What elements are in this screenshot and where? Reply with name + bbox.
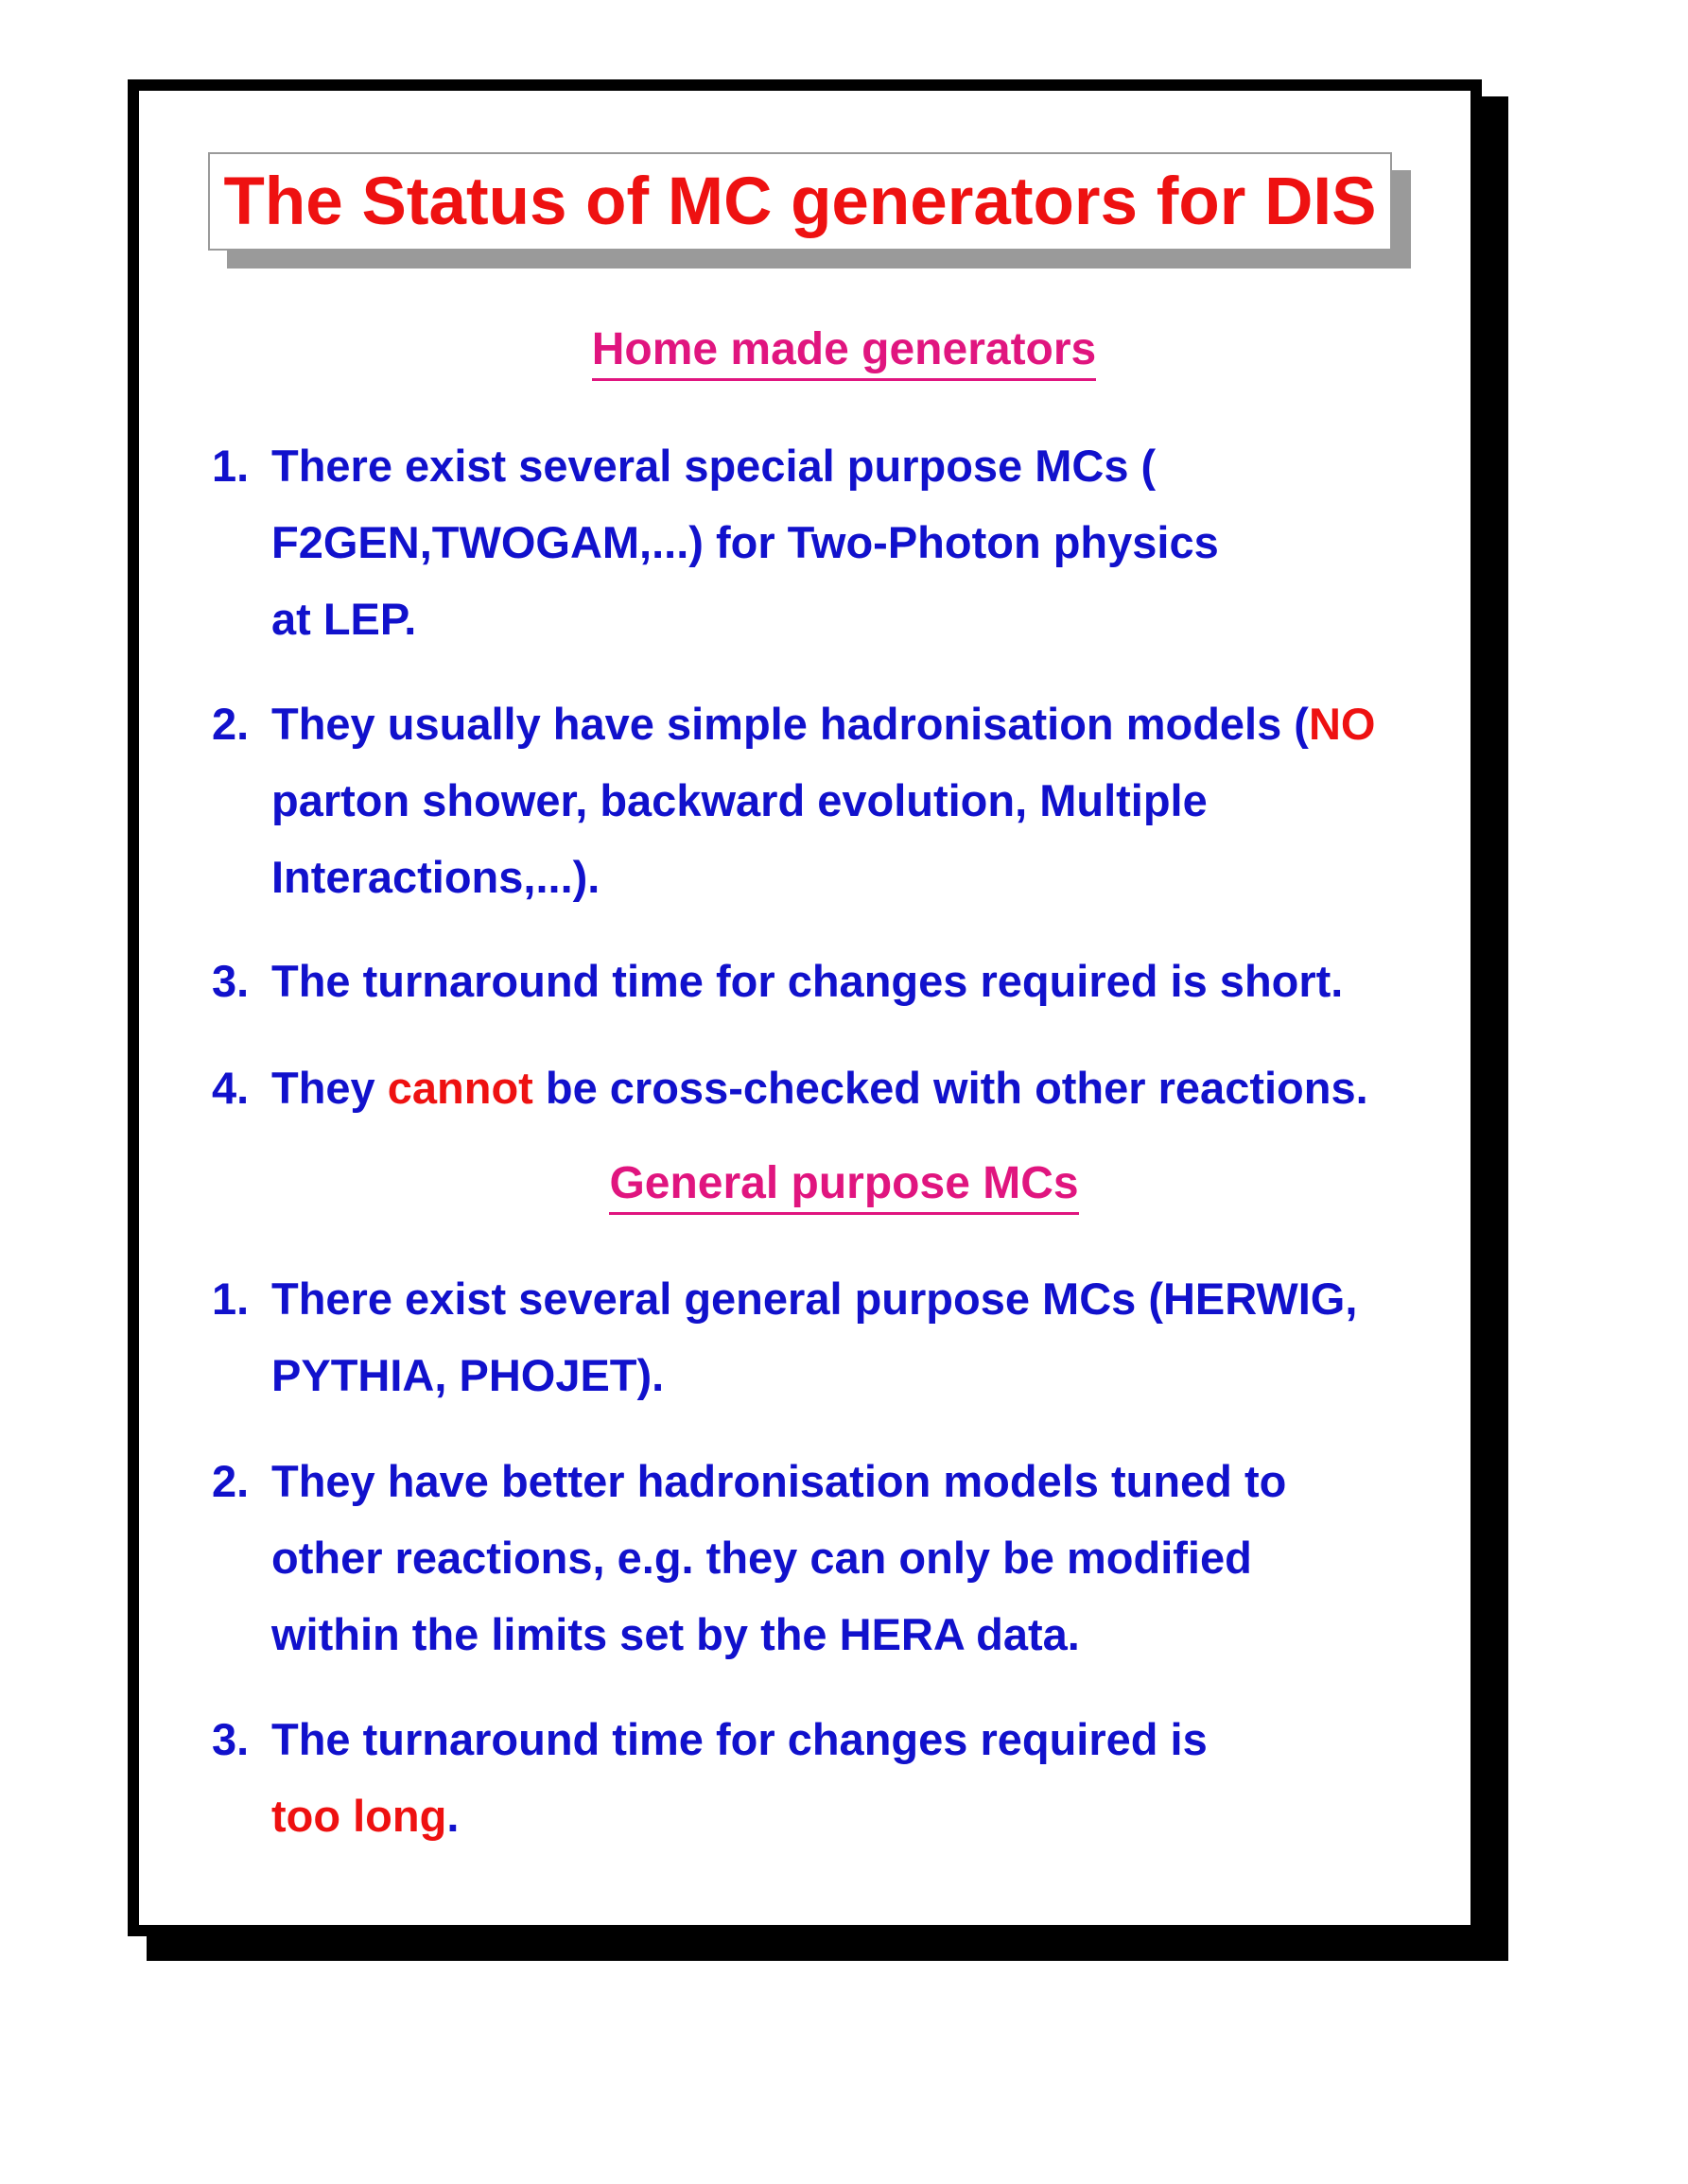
list-item (212, 943, 1460, 1019)
list-item-text: They usually have simple hadronisation models (NO parton shower, backward evolution, Multiple Interactions,...). (271, 699, 1376, 902)
section-heading-general-purpose (0, 1155, 1688, 1212)
list-item-number: 1. (212, 1274, 250, 1324)
list-item-number: 3. (212, 1714, 250, 1764)
list-item (212, 1443, 1328, 1673)
list-item-text: They have better hadronisation models tuned to other reactions, e.g. they can only be modified within the limits set by the HERA data. (271, 1456, 1287, 1659)
highlight-too-long: too long (271, 1791, 447, 1841)
section-heading-label: General purpose MCs (609, 1158, 1078, 1215)
list-item-number: 2. (212, 699, 250, 749)
list-item-text: There exist several general purpose MCs (HERWIG, PYTHIA, PHOJET). (271, 1274, 1358, 1400)
list-item (212, 427, 1233, 657)
list-item-number: 3. (212, 956, 250, 1006)
list-item-text: The turnaround time for changes required is short. (271, 956, 1344, 1006)
list-item (212, 1701, 1280, 1854)
list-item (212, 1260, 1460, 1413)
list-item-text: They cannot be cross-checked with other reactions. (271, 1063, 1368, 1113)
title-box (208, 152, 1392, 251)
section-heading-home-made (0, 321, 1688, 378)
highlight-no: NO (1308, 699, 1376, 749)
list-item (212, 1049, 1460, 1126)
list-item-number: 2. (212, 1456, 250, 1506)
page-title: The Status of MC generators for DIS (223, 164, 1377, 239)
list-item-number: 1. (212, 441, 250, 491)
list-item-text: There exist several special purpose MCs ( F2GEN,TWOGAM,...) for Two-Photon physics at LEP. (271, 441, 1219, 644)
section-heading-label: Home made generators (592, 324, 1097, 381)
highlight-cannot: cannot (387, 1063, 533, 1113)
list-item-number: 4. (212, 1063, 250, 1113)
list-item-text: The turnaround time for changes required is too long. (271, 1714, 1208, 1841)
list-item (212, 685, 1384, 915)
